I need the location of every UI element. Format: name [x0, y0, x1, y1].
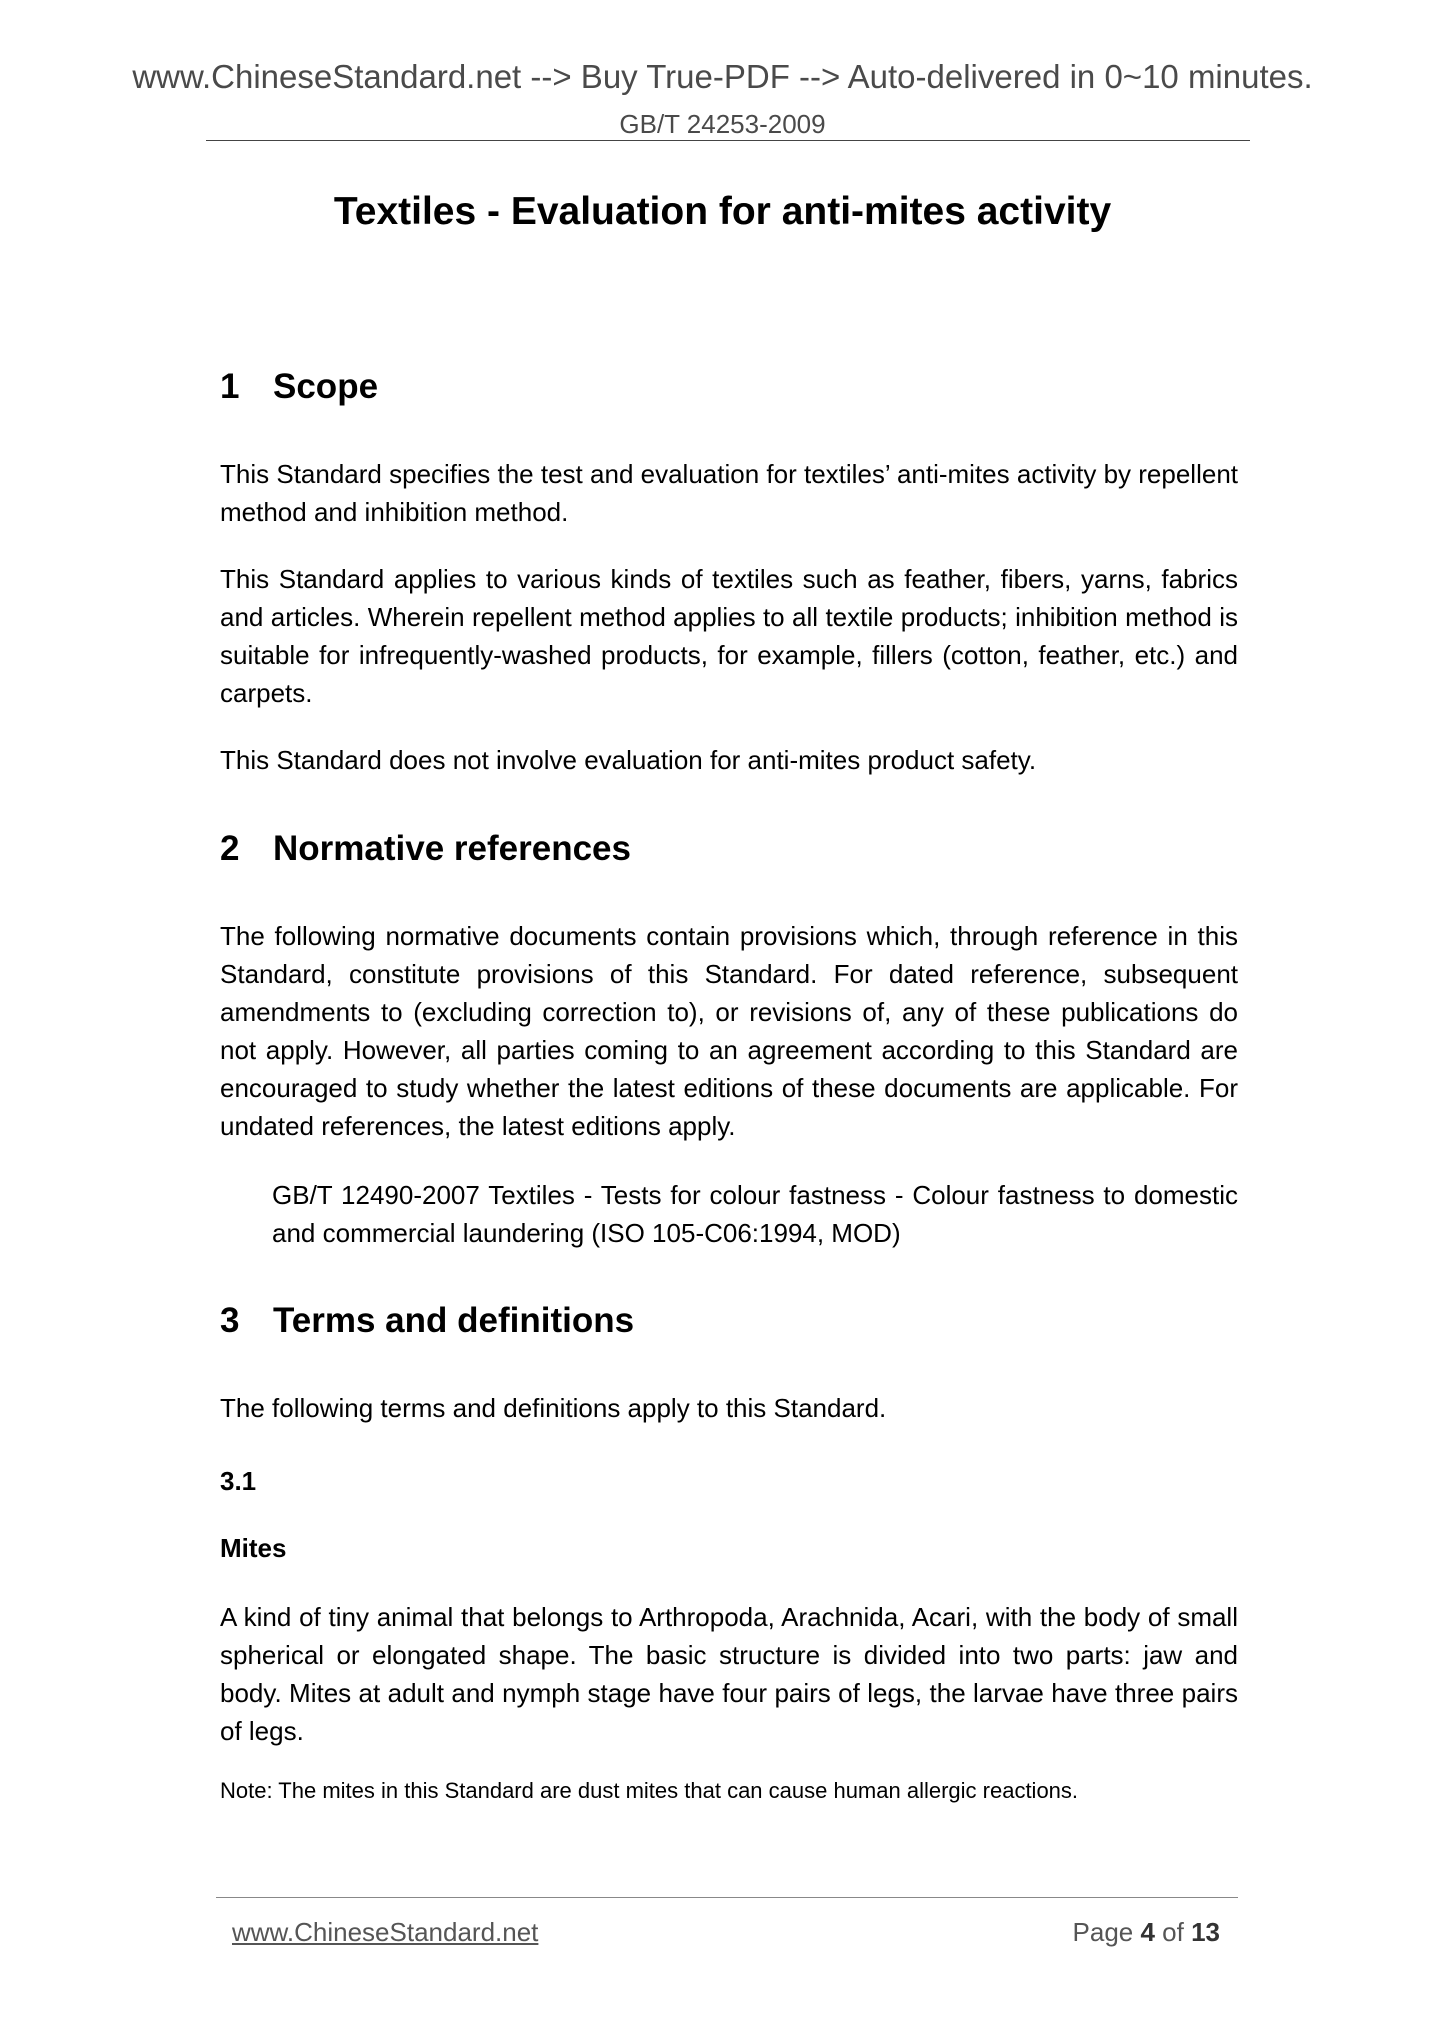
term-number: 3.1 — [220, 1466, 257, 1496]
normative-references-paragraph: The following normative documents contain provisions which, through reference in this Standard, constitute provisions of this Standard. For dated reference, subsequent amendments to (excluding correction to), or revisions of, any of these publications do not apply. However, all parties coming to an agreement according to this Standard are encouraged to study whether the latest editions of these documents are applicable. For undated references, the latest editions apply. — [220, 921, 1238, 1141]
scope-paragraph-3: This Standard does not involve evaluation for anti-mites product safety. — [220, 745, 1037, 775]
document-code: GB/T 24253-2009 — [619, 109, 826, 139]
scope-paragraph-2: This Standard applies to various kinds of textiles such as feather, fibers, yarns, fabrics and articles. Wherein repellent method applies to all textile products; inhibition method is suitable for infrequently-washed products, for example, fillers (cotton, feather, etc.) and carpets. — [220, 564, 1238, 708]
term-name: Mites — [220, 1533, 287, 1563]
document-title: Textiles - Evaluation for anti-mites activity — [333, 190, 1112, 233]
page-indicator — [1073, 1917, 1220, 1948]
note: Note: The mites in this Standard are dust mites that can cause human allergic reactions. — [220, 1778, 1079, 1803]
section-title: Scope — [273, 367, 379, 406]
scope-paragraph-1: This Standard specifies the test and evaluation for textiles’ anti-mites activity by repellent method and inhibition method. — [220, 459, 1238, 527]
header-divider — [206, 140, 1250, 141]
footer-link[interactable]: www.ChineseStandard.net — [232, 1917, 539, 1947]
section-number: 1 — [220, 367, 240, 406]
page-of: of — [1154, 1917, 1192, 1947]
section-2-heading — [220, 829, 631, 869]
top-banner[interactable]: www.ChineseStandard.net --> Buy True-PDF --> Auto-delivered in 0~10 minutes. — [132, 58, 1313, 95]
section-number: 3 — [220, 1301, 240, 1340]
term-definition: A kind of tiny animal that belongs to Arthropoda, Arachnida, Acari, with the body of small spherical or elongated shape. The basic structure is divided into two parts: jaw and body. Mites at adult and nymph stage have four pairs of legs, the larvae have three pairs of legs. — [220, 1602, 1238, 1746]
page-total: 13 — [1191, 1917, 1220, 1947]
reference-item: GB/T 12490-2007 Textiles - Tests for colour fastness - Colour fastness to domestic and commercial laundering (ISO 105-C06:1994, MOD) — [272, 1180, 1238, 1248]
page-current: 4 — [1140, 1917, 1155, 1947]
section-3-heading — [220, 1301, 634, 1341]
page-prefix: Page — [1072, 1917, 1141, 1947]
section-number: 2 — [220, 829, 240, 868]
terms-intro-paragraph: The following terms and definitions apply to this Standard. — [220, 1393, 887, 1423]
footer-divider — [216, 1897, 1238, 1898]
section-title: Normative references — [273, 829, 631, 868]
section-title: Terms and definitions — [273, 1301, 635, 1340]
section-1-heading — [220, 367, 378, 407]
